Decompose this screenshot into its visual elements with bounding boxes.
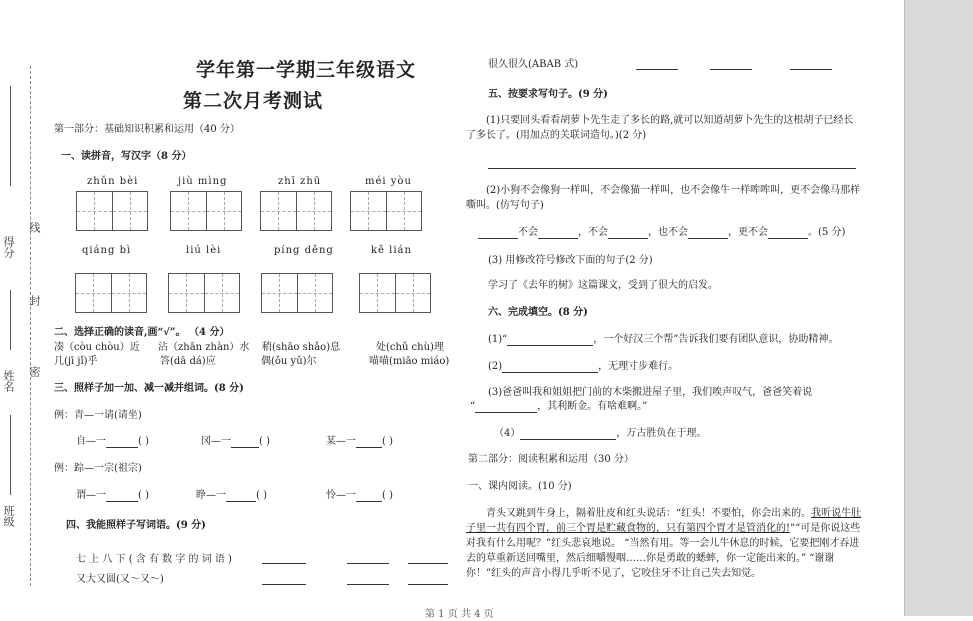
section6-heading: 六、完成填空。(8 分)	[488, 307, 588, 318]
idiom-type-1: 七 上 八 下 ( 含 有 数 字 的 词 语 )	[76, 554, 232, 565]
seal-char-line: 线	[28, 222, 41, 233]
reading-choice: 稍(shāo shǎo)息	[262, 342, 341, 353]
part1-label: 第一部分：基础知识积累和运用（40 分）	[54, 124, 240, 135]
s5-question-3: (3) 用修改符号修改下面的句子(2 分)	[488, 255, 653, 266]
example-2: 例：踪—一宗(祖宗)	[54, 463, 142, 474]
pinyin-4: méi yòu	[365, 176, 412, 187]
reading-passage: 青头又跳到牛身上，隔着肚皮和红头说话：“红头！不要怕，你会出来的。我听说牛肚子里一共有四个胃，前三个胃是贮藏食物的，只有第四个胃才是管消化的!”“可是你说这些对我有什么用呢？”红头悲哀地说。 “当然有用。等一会儿牛休息的时候，它要把刚才吞进去的草重新送回嘴里，然后细嚼慢咽……你是勇敢的蟋蟀，你一定能出来的。” “谢谢你！”红头的声音小得几乎听不见了，它咬住牙不让自己失去知觉。	[466, 508, 862, 579]
name-blank-line	[10, 290, 11, 350]
reading-choice: 沾（zhān zhàn）水	[158, 342, 250, 353]
s6-question-4: （4） ，万古胜负在于理。	[494, 428, 707, 439]
class-blank-line	[10, 415, 11, 495]
seal-char-secret: 密	[28, 366, 41, 377]
s5-imitation-fill: 不会 ，不会 ，也不会 ，更不会 。(5 分)	[478, 226, 845, 239]
abab-prompt: 很久很久(ABAB 式)	[488, 59, 579, 70]
reading-choice: 处(chǔ chù)理	[376, 342, 444, 353]
section1-heading: 一、读拼音，写汉字（8 分）	[61, 151, 192, 162]
answer-blank[interactable]	[790, 69, 832, 70]
section3-heading: 三、照样子加一加、减一减并组词。(8 分)	[54, 383, 244, 394]
reading-choice: 喵喵(miāo miáo)	[369, 356, 450, 367]
answer-blank[interactable]	[636, 69, 678, 70]
subtract-char-item: 怜—一 ( )	[326, 490, 393, 501]
pinyin-7: píng děng	[274, 245, 334, 256]
answer-blank[interactable]	[347, 563, 389, 564]
s6-question-2: (2) ，无理寸步难行。	[488, 361, 679, 372]
add-char-item: 自—一 ( )	[76, 436, 149, 447]
pinyin-8: kě lián	[371, 245, 412, 256]
answer-blank[interactable]	[262, 584, 306, 585]
answer-line[interactable]	[488, 168, 856, 169]
example-1: 例：青—一请(请坐)	[54, 410, 142, 421]
section5-heading: 五、按要求写句子。(9 分)	[488, 89, 608, 100]
s6-question-3: (3)爸爸叫我和姐姐把门前的木柴搬进屋子里，我们唉声叹气，爸爸笑着说	[488, 387, 813, 398]
subtract-char-item: 睁—一 ( )	[196, 490, 267, 501]
answer-blank[interactable]	[408, 584, 448, 585]
reading-choice: 几(jī jǐ)乎	[54, 356, 98, 367]
answer-blank[interactable]	[408, 563, 448, 564]
subtract-char-item: 谓—一 ( )	[76, 490, 149, 501]
answer-blank[interactable]	[710, 69, 752, 70]
pinyin-3: zhī zhū	[278, 176, 322, 187]
add-char-item: 某—一 ( )	[326, 436, 393, 447]
reading-choice: 偶(ǒu yǔ)尔	[261, 356, 317, 367]
score-blank-line	[10, 86, 11, 186]
page-indicator: 第 1 页 共 4 页	[425, 609, 494, 620]
part2-label: 第二部分：阅读积累和运用（30 分）	[468, 454, 634, 465]
answer-blank[interactable]	[347, 584, 389, 585]
pinyin-2: jiù mìng	[178, 176, 228, 187]
exam-title-line1: 学年第一学期三年级语文	[196, 59, 417, 81]
s5-question-2: (2)小狗不会像狗一样叫，不会像猫一样叫，也不会像牛一样哞哞叫，更不会像马那样嘶叫。(仿写句子)	[466, 185, 861, 211]
seal-char-seal: 封	[28, 295, 41, 306]
answer-blank[interactable]	[262, 563, 306, 564]
s5-question-1: (1)只要回头看看胡萝卜先生走了多长的路,就可以知道胡萝卜先生的这根胡子已经长了多长了。(用加点的关联词造句。)(2 分)	[466, 115, 854, 141]
score-label: 得分	[2, 236, 15, 258]
section4-heading: 四、我能照样子写词语。(9 分)	[66, 520, 206, 531]
exam-title-line2: 第二次月考测试	[183, 90, 324, 112]
pinyin-1: zhǔn bèi	[87, 176, 139, 187]
s5-sentence-to-fix: 学习了《去年的树》这篇课文，受到了很大的启发。	[488, 280, 718, 291]
reading-heading: 一、课内阅读。(10 分)	[468, 481, 572, 492]
idiom-type-2: 又大又圆(又～又～)	[76, 574, 164, 585]
char-grid[interactable]	[168, 273, 240, 313]
s6-question-1: (1)“ ，一个好汉三个帮”告诉我们要有团队意识，协助精神。	[488, 334, 839, 345]
char-grid[interactable]	[260, 191, 332, 231]
char-grid[interactable]	[350, 191, 422, 231]
viewer-background	[905, 0, 973, 616]
class-label: 班级	[2, 505, 15, 527]
pinyin-5: qiáng bì	[82, 245, 132, 256]
char-grid[interactable]	[359, 273, 431, 313]
char-grid[interactable]	[170, 191, 242, 231]
reading-choice: 答(dā dá)应	[160, 356, 216, 367]
binding-dashed-line	[30, 66, 31, 586]
add-char-item: 冈—一 ( )	[201, 436, 270, 447]
section2-heading: 二、选择正确的读音,画“√”。 （4 分）	[54, 327, 230, 338]
char-grid[interactable]	[75, 273, 147, 313]
name-label: 姓名	[2, 370, 15, 392]
s6-question-3-cont: “ ，其利断金。有啥难啊。”	[470, 401, 648, 412]
pinyin-6: liú lèi	[186, 245, 222, 256]
char-grid[interactable]	[76, 191, 148, 231]
char-grid[interactable]	[261, 273, 333, 313]
reading-choice: 凑（còu chòu）近	[54, 342, 140, 353]
